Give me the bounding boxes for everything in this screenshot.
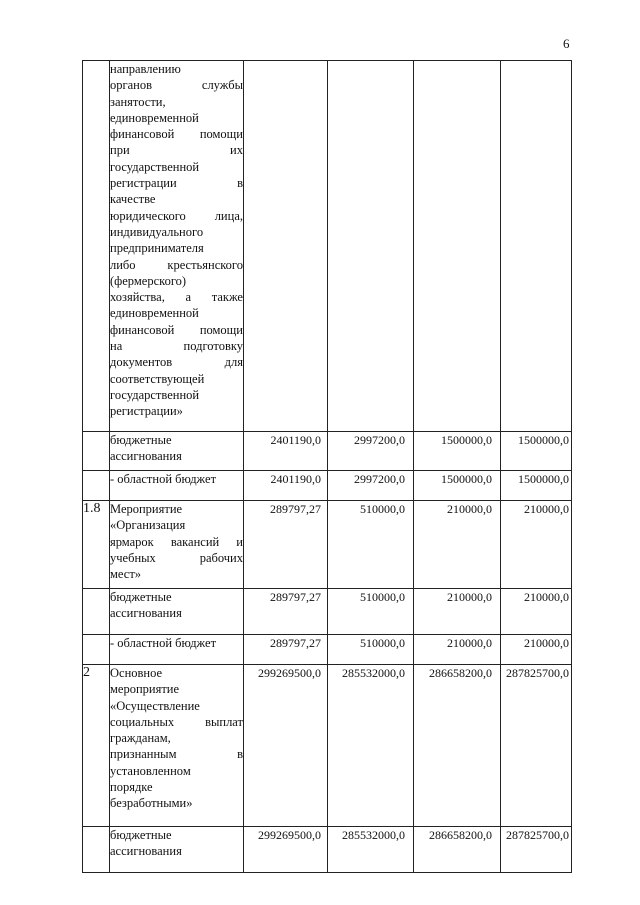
value-cell-year-2: 2997200,0	[328, 471, 414, 501]
value-cell-year-3: 1500000,0	[414, 471, 501, 501]
description-line: документов для	[110, 355, 243, 370]
description-line: качестве	[110, 192, 156, 207]
value-cell-year-1: 2401190,0	[244, 471, 328, 501]
table-row	[83, 827, 572, 873]
description-line: направлению	[110, 62, 181, 76]
value-cell-year-3: 286658200,0	[414, 665, 501, 827]
description-line: регистрации в	[110, 176, 243, 191]
table-row	[83, 432, 572, 471]
description-line: Основное	[110, 666, 163, 680]
description-line: социальных выплат	[110, 714, 243, 729]
description-line: органов службы	[110, 78, 243, 93]
value-cell-year-4: 1500000,0	[501, 471, 572, 501]
description-line: бюджетные	[110, 828, 172, 842]
description-line: мероприятие	[110, 682, 180, 697]
row-number-cell	[83, 589, 110, 635]
description-line: на подготовку	[110, 339, 243, 354]
description-line: установленном	[110, 763, 191, 778]
description-line: индивидуального	[110, 224, 204, 239]
description-line: единовременной	[110, 110, 199, 125]
description-line: либо крестьянского	[110, 257, 243, 272]
description-cell	[110, 471, 244, 501]
description-line: (фермерского)	[110, 273, 187, 288]
description-line: ассигнования	[110, 844, 182, 859]
description-line: занятости,	[110, 94, 166, 109]
budget-table	[82, 60, 572, 873]
row-number-cell: 2	[83, 665, 110, 827]
description-line: государственной	[110, 159, 200, 174]
description-line: порядке	[110, 780, 153, 795]
value-cell-year-1: 289797,27	[244, 635, 328, 665]
value-cell-year-2: 285532000,0	[328, 665, 414, 827]
table-row	[83, 61, 572, 432]
description-line: государственной	[110, 387, 200, 402]
row-number-cell	[83, 61, 110, 432]
row-number-cell	[83, 471, 110, 501]
value-cell-year-1: 2401190,0	[244, 432, 328, 471]
description-line: ассигнования	[110, 449, 182, 464]
description-cell	[110, 635, 244, 665]
value-cell-year-3	[414, 61, 501, 432]
value-cell-year-4	[501, 61, 572, 432]
table-row	[83, 501, 572, 589]
value-cell-year-2	[328, 61, 414, 432]
description-cell	[110, 501, 244, 589]
description-line: «Осуществление	[110, 698, 200, 713]
value-cell-year-2: 2997200,0	[328, 432, 414, 471]
value-cell-year-4: 287825700,0	[501, 827, 572, 873]
value-cell-year-4: 210000,0	[501, 635, 572, 665]
value-cell-year-3: 1500000,0	[414, 432, 501, 471]
value-cell-year-4: 1500000,0	[501, 432, 572, 471]
value-cell-year-1: 299269500,0	[244, 827, 328, 873]
value-cell-year-4: 210000,0	[501, 589, 572, 635]
description-line: юридического лица,	[110, 208, 243, 223]
description-line: финансовой помощи	[110, 127, 243, 142]
value-cell-year-2: 510000,0	[328, 635, 414, 665]
value-cell-year-3: 210000,0	[414, 501, 501, 589]
value-cell-year-2: 510000,0	[328, 501, 414, 589]
description-line: - областной бюджет	[110, 636, 217, 650]
page-number: 6	[563, 36, 570, 51]
description-line: единовременной	[110, 306, 199, 321]
description-line: Мероприятие	[110, 502, 183, 516]
description-line: предпринимателя	[110, 241, 204, 256]
description-line: ассигнования	[110, 606, 182, 621]
description-line: ярмарок вакансий и	[110, 534, 243, 549]
description-cell	[110, 589, 244, 635]
value-cell-year-3: 286658200,0	[414, 827, 501, 873]
description-line: финансовой помощи	[110, 322, 243, 337]
value-cell-year-1	[244, 61, 328, 432]
value-cell-year-1: 289797,27	[244, 589, 328, 635]
description-line: соответствующей	[110, 371, 205, 386]
description-line: безработными»	[110, 796, 193, 811]
description-cell	[110, 827, 244, 873]
description-line: мест»	[110, 567, 142, 582]
budget-table-body	[83, 61, 572, 873]
description-line: бюджетные	[110, 433, 172, 447]
value-cell-year-2: 510000,0	[328, 589, 414, 635]
description-line: учебных рабочих	[110, 550, 243, 565]
table-row	[83, 471, 572, 501]
description-cell	[110, 432, 244, 471]
description-cell	[110, 665, 244, 827]
value-cell-year-3: 210000,0	[414, 635, 501, 665]
description-line: - областной бюджет	[110, 472, 217, 486]
description-line: при их	[110, 143, 243, 158]
description-line: «Организация	[110, 518, 186, 533]
description-line: признанным в	[110, 747, 243, 762]
row-number-cell	[83, 635, 110, 665]
value-cell-year-2: 285532000,0	[328, 827, 414, 873]
table-row	[83, 589, 572, 635]
row-number-cell: 1.8	[83, 501, 110, 589]
value-cell-year-4: 210000,0	[501, 501, 572, 589]
description-line: гражданам,	[110, 731, 171, 746]
description-line: регистрации»	[110, 404, 183, 419]
description-cell	[110, 61, 244, 432]
description-line: хозяйства, а также	[110, 290, 243, 305]
value-cell-year-4: 287825700,0	[501, 665, 572, 827]
table-row	[83, 665, 572, 827]
row-number-cell	[83, 432, 110, 471]
table-row	[83, 635, 572, 665]
row-number-cell	[83, 827, 110, 873]
description-line: бюджетные	[110, 590, 172, 604]
value-cell-year-1: 289797,27	[244, 501, 328, 589]
value-cell-year-3: 210000,0	[414, 589, 501, 635]
value-cell-year-1: 299269500,0	[244, 665, 328, 827]
